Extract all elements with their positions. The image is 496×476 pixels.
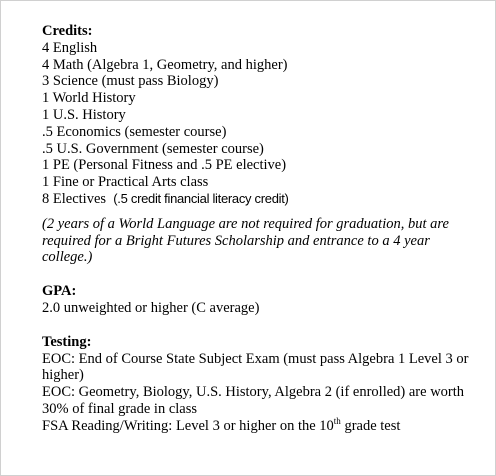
fsa-superscript: th	[333, 415, 341, 426]
credits-heading: Credits:	[42, 23, 93, 39]
graduation-requirements	[42, 23, 482, 435]
testing-heading: Testing:	[42, 333, 92, 350]
credit-english: 4 English	[42, 39, 98, 56]
credit-electives	[42, 191, 482, 208]
testing-eoc-algebra: EOC: End of Course State Subject Exam (must pass Algebra 1 Level 3 or higher)	[42, 350, 469, 384]
fsa-text-end: grade test	[340, 417, 401, 434]
electives-note: (.5 credit financial literacy credit)	[113, 190, 289, 206]
electives-label: 8 Electives	[42, 190, 107, 207]
credit-math: 4 Math (Algebra 1, Geometry, and higher)	[42, 56, 288, 73]
testing-fsa	[42, 415, 482, 435]
gpa-requirement: 2.0 unweighted or higher (C average)	[42, 299, 260, 316]
testing-eoc-subjects: EOC: Geometry, Biology, U.S. History, Algebra 2 (if enrolled) are worth 30% of final grade in class	[42, 384, 465, 417]
credit-world-history: 1 World History	[42, 90, 136, 107]
credit-economics: .5 Economics (semester course)	[42, 123, 227, 140]
world-language-note: (2 years of a World Language are not required for graduation, but are required for a Bright Futures Scholarship and entrance to a 4 year college.)	[42, 215, 449, 266]
credit-us-history: 1 U.S. History	[42, 106, 126, 123]
credit-science: 3 Science (must pass Biology)	[42, 73, 219, 90]
credit-arts: 1 Fine or Practical Arts class	[42, 174, 209, 191]
fsa-text: FSA Reading/Writing: Level 3 or higher on the 10	[42, 417, 334, 434]
credit-us-government: .5 U.S. Government (semester course)	[42, 140, 264, 157]
credit-pe: 1 PE (Personal Fitness and .5 PE elective)	[42, 157, 287, 174]
gpa-heading: GPA:	[42, 283, 77, 300]
